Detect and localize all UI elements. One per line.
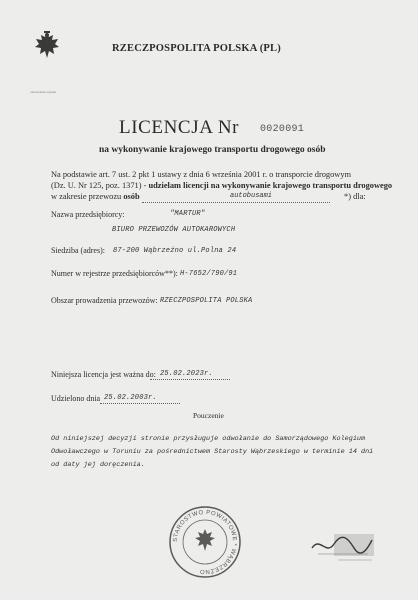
legal-line-2-grant: udzielam licencji na wykonywanie krajowego transportu drogowego (148, 181, 393, 190)
polish-eagle-emblem-icon (33, 30, 61, 62)
remarks-line-3: od daty jej doręczenia. (51, 461, 145, 469)
license-number: 0020091 (260, 124, 305, 135)
operating-area-label: Obszar prowadzenia przewozów: (51, 296, 158, 305)
address-label: Siedziba (adres): (51, 246, 105, 255)
operating-area-value: RZECZPOSPOLITA POLSKA (160, 297, 253, 305)
issued-date-value: 25.02.2003r. (104, 394, 157, 402)
country-heading: RZECZPOSPOLITA POLSKA (PL) (112, 43, 281, 54)
remarks-heading: Pouczenie (193, 411, 224, 420)
round-official-stamp-icon (168, 505, 242, 579)
legal-line-3-scope: osób (123, 192, 140, 201)
round-stamp-text: STAROSTWO POWIATOWE * WĄBRZEŹNO (172, 509, 238, 575)
emblem-caption: oznaczenie organu (30, 90, 57, 94)
valid-until-label: Niniejsza licencja jest ważna do: (51, 370, 156, 379)
legal-line-3 (51, 192, 140, 201)
legal-line-2 (51, 181, 392, 190)
company-name-label: Nazwa przedsiębiorcy: (51, 210, 125, 219)
legal-line-1: Na podstawie art. 7 ust. 2 pkt 1 ustawy z dnia 6 września 2001 r. o transporcie drogowym (51, 170, 352, 179)
legal-line-2-ref: (Dz. U. Nr 125, poz. 1371) - (51, 181, 149, 190)
license-title: LICENCJA Nr (119, 117, 240, 138)
legal-line-3-prefix: w zakresie przewozu (51, 192, 124, 201)
transport-mode-value: autobusami (230, 192, 273, 200)
valid-until-value: 25.02.2023r. (160, 370, 213, 378)
license-subtitle: na wykonywanie krajowego transportu drogowego osób (99, 145, 326, 155)
handwritten-signature-icon (308, 530, 376, 566)
company-name-value: "MARTUR" (170, 210, 206, 218)
company-description-value: BIURO PRZEWOZÓW AUTOKAROWYCH (112, 226, 236, 234)
remarks-line-1: Od niniejszej decyzji stronie przysługuje odwołanie do Samorządowego Kolegium (51, 435, 366, 443)
legal-line-3-suffix: *) dla: (344, 192, 366, 201)
register-number-label: Numer w rejestrze przedsiębiorców**): (51, 269, 178, 278)
register-number-value: H-7652/790/91 (180, 270, 238, 278)
issued-date-label: Udzielono dnia (51, 394, 101, 403)
address-value: 87-200 Wąbrzeźno ul.Polna 24 (113, 247, 237, 255)
remarks-line-2: Odwoławczego w Toruniu za pośrednictwem Starosty Wąbrzeskiego w terminie 14 dni (51, 448, 374, 456)
